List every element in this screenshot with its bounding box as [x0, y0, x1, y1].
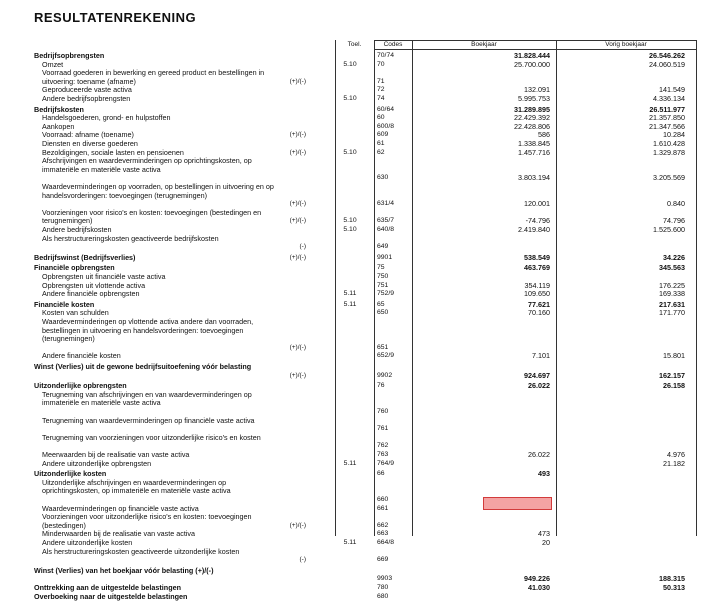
row-sign: (+)/(-): [289, 200, 306, 208]
row-value-boekjaar: 109.650: [524, 289, 550, 299]
row-code: 780: [377, 584, 389, 591]
row-code: 660: [377, 495, 389, 503]
row-sign: (+)/(-): [289, 253, 306, 261]
section-row: [34, 106, 720, 115]
row-label: Terugneming van afschrijvingen en van waardeverminderingen op immateriële en materiële vaste activa: [42, 390, 252, 408]
row-value-vorig-boekjaar: 1.610.428: [653, 139, 685, 148]
row-value-boekjaar: 1.338.845: [518, 139, 550, 148]
row-value-boekjaar: 77.621: [528, 299, 550, 309]
row-code: 650: [377, 309, 389, 317]
row-label: Voorzieningen voor uitzonderlijke risico's en kosten: toevoegingen (bestedingen): [42, 513, 252, 530]
row-value-boekjaar: 132.091: [524, 85, 550, 95]
table-row: [34, 149, 720, 158]
table-row: [34, 352, 720, 361]
row-value-boekjaar: 3.803.194: [518, 173, 550, 183]
row-label: Bedrijfsopbrengsten: [34, 52, 105, 60]
row-code: 664/8: [377, 539, 395, 546]
row-label: Andere uitzonderlijke kosten: [42, 539, 133, 547]
row-label: Financiële kosten: [34, 300, 95, 309]
table-row: [34, 131, 720, 140]
row-sign: (+)/(-): [289, 131, 306, 139]
row-toel: 5.11: [343, 300, 357, 308]
row-label: Opbrengsten uit vlottende activa: [42, 281, 146, 290]
table-row: [34, 86, 720, 95]
row-label: Overboeking naar de uitgestelde belastingen: [34, 592, 188, 601]
row-code: 751: [377, 281, 389, 289]
row-value-vorig-boekjaar: 141.549: [659, 85, 685, 95]
row-label: Financiële opbrengsten: [34, 264, 115, 273]
row-label: Andere financiële kosten: [42, 352, 121, 361]
row-label: Diensten en diverse goederen: [42, 140, 138, 148]
row-value-boekjaar: 25.700.000: [514, 59, 550, 69]
row-value-boekjaar: 1.457.716: [518, 147, 550, 157]
row-label: Uitzonderlijke kosten: [34, 470, 107, 479]
row-toel: 5.11: [343, 290, 357, 298]
row-code: 76: [377, 382, 385, 390]
section-row: [34, 301, 720, 310]
row-value-vorig-boekjaar: 24.060.519: [649, 59, 685, 69]
row-value-vorig-boekjaar: 34.226: [663, 252, 685, 262]
table-row: [34, 290, 720, 299]
row-label: Uitzonderlijke opbrengsten: [34, 382, 127, 391]
row-toel: 5.11: [343, 539, 357, 546]
row-label: Winst (Verlies) van het boekjaar vóór belasting (+)/(-): [34, 566, 214, 575]
table-row: [34, 208, 720, 226]
row-value-vorig-boekjaar: 15.801: [663, 351, 685, 361]
row-value-vorig-boekjaar: 10.284: [663, 130, 685, 140]
row-code: 640/8: [377, 226, 395, 233]
row-value-boekjaar: 473: [538, 529, 550, 539]
table-row: [34, 460, 720, 469]
row-label: Omzet: [42, 60, 64, 69]
row-toel: 5.10: [343, 217, 357, 225]
table-row: [34, 61, 720, 70]
row-label: Waardeverminderingen op financiële vaste activa: [42, 504, 199, 513]
row-value-boekjaar: 949.226: [524, 574, 550, 584]
row-value-vorig-boekjaar: 3.205.569: [653, 173, 685, 183]
row-code: 762: [377, 442, 389, 450]
page-title: RESULTATENREKENING: [34, 10, 197, 25]
row-value-boekjaar: 354.119: [524, 280, 550, 290]
row-toel: 5.10: [343, 148, 357, 156]
row-value-vorig-boekjaar: 188.315: [659, 574, 685, 584]
row-code: 652/9: [377, 352, 395, 360]
row-value-boekjaar: 5.995.753: [518, 94, 550, 103]
row-value-boekjaar: 26.022: [528, 381, 550, 391]
row-code: 75: [377, 264, 385, 272]
row-label: Afschrijvingen en waardeverminderingen op oprichtingskosten, op immateriële en materiële vaste activa: [42, 157, 252, 174]
row-code: 764/9: [377, 459, 395, 467]
row-value-vorig-boekjaar: 162.157: [659, 370, 685, 380]
row-code: 763: [377, 451, 389, 458]
table-row: [34, 234, 720, 251]
row-value-vorig-boekjaar: 21.347.566: [649, 121, 685, 131]
row-sign: (+)/(-): [289, 217, 306, 225]
row-value-boekjaar: 120.001: [524, 199, 550, 209]
row-label: Andere bedrijfsopbrengsten: [42, 95, 131, 103]
table-row: [34, 157, 720, 183]
row-label: Uitzonderlijke afschrijvingen en waardeverminderingen op oprichtingskosten, op immateriële en materiële vaste activa: [42, 478, 231, 496]
table-row: [34, 433, 720, 450]
row-value-vorig-boekjaar: 1.525.600: [653, 225, 685, 234]
row-label: Terugneming van waardeverminderingen op financiële vaste activa: [42, 416, 255, 425]
table-row: [34, 451, 720, 460]
row-value-boekjaar: 70.160: [528, 308, 550, 318]
row-code: 609: [377, 131, 389, 139]
row-value-boekjaar: 41.030: [528, 583, 550, 592]
row-code: 760: [377, 407, 389, 415]
row-code: 60/64: [377, 105, 395, 113]
section-row: [34, 363, 720, 380]
row-sign: (+)/(-): [289, 343, 306, 351]
table-row: [34, 530, 720, 539]
table-row: [34, 390, 720, 415]
row-label: Voorraad: afname (toename): [42, 131, 134, 140]
row-value-vorig-boekjaar: 345.563: [659, 263, 685, 273]
row-label: Winst (Verlies) uit de gewone bedrijfsuitoefening vóór belasting: [34, 363, 252, 371]
row-code: 9902: [377, 371, 393, 379]
row-code: 661: [377, 504, 389, 512]
table-row: [34, 123, 720, 132]
row-label: Waardeverminderingen op vlottende activa andere dan voorraden, bestellingen in uitvoering en handelsvorderingen: toevoegingen (terugnemingen): [42, 318, 254, 344]
row-label: Voorraad goederen in bewerking en gereed product en bestellingen in uitvoering: toename (afname): [42, 69, 265, 86]
row-code: 72: [377, 86, 385, 94]
row-value-vorig-boekjaar: 169.338: [659, 289, 685, 299]
row-value-boekjaar: 924.697: [524, 370, 550, 380]
row-code: 635/7: [377, 217, 395, 225]
row-value-vorig-boekjaar: 26.158: [663, 381, 685, 391]
row-label: Meerwaarden bij de realisatie van vaste activa: [42, 451, 190, 459]
section-row: [34, 584, 720, 593]
row-label: Andere bedrijfskosten: [42, 226, 112, 234]
row-label: Opbrengsten uit financiële vaste activa: [42, 273, 166, 281]
table-row: [34, 282, 720, 291]
table-row: [34, 309, 720, 318]
row-code: 600/8: [377, 122, 395, 130]
row-value-vorig-boekjaar: 0.840: [667, 199, 685, 209]
row-label: Minderwaarden bij de realisatie van vaste activa: [42, 530, 196, 539]
table-row: [34, 226, 720, 235]
row-code: 62: [377, 148, 385, 156]
row-toel: 5.11: [343, 459, 357, 467]
row-code: 66: [377, 470, 385, 478]
row-value-boekjaar: -74.796: [525, 216, 550, 226]
row-value-vorig-boekjaar: 21.182: [663, 458, 685, 468]
row-value-vorig-boekjaar: 171.770: [659, 308, 685, 318]
table-row: [34, 539, 720, 548]
table-row: [34, 478, 720, 503]
row-label: Geproduceerde vaste activa: [42, 86, 132, 95]
row-code: 74: [377, 95, 385, 102]
row-value-vorig-boekjaar: 4.976: [667, 450, 685, 459]
table-row: [34, 318, 720, 351]
table-row: [34, 547, 720, 564]
section-row: [34, 254, 720, 263]
row-code: 9903: [377, 575, 393, 583]
row-code: 680: [377, 592, 389, 600]
row-label: Andere uitzonderlijke opbrengsten: [42, 459, 152, 468]
row-value-boekjaar: 586: [538, 130, 550, 140]
table-row: [34, 416, 720, 433]
row-code: 60: [377, 114, 385, 122]
table-row: [34, 140, 720, 149]
header-vorig-boekjaar: Vorig boekjaar: [605, 41, 647, 48]
row-code: 9901: [377, 253, 393, 261]
header-boekjaar: Boekjaar: [471, 41, 497, 48]
row-code: 630: [377, 174, 389, 182]
section-row: [34, 264, 720, 273]
section-row: [34, 566, 720, 584]
row-value-vorig-boekjaar: 74.796: [663, 216, 685, 226]
row-code: 61: [377, 140, 385, 147]
row-value-boekjaar: 538.549: [524, 252, 550, 262]
row-label: Kosten van schulden: [42, 309, 109, 318]
row-value-vorig-boekjaar: 26.546.262: [649, 51, 685, 60]
row-value-boekjaar: 22.428.806: [514, 121, 550, 131]
row-value-vorig-boekjaar: 50.313: [663, 583, 685, 592]
row-label: Handelsgoederen, grond- en hulpstoffen: [42, 114, 171, 123]
table-row: [34, 505, 720, 514]
row-code: 71: [377, 77, 385, 85]
row-sign: (-): [299, 243, 306, 251]
row-code: 631/4: [377, 200, 395, 208]
table-row: [34, 273, 720, 282]
row-code: 65: [377, 300, 385, 308]
table-row: [34, 183, 720, 209]
row-label: Voorzieningen voor risico's en kosten: toevoegingen (bestedingen en terugnemingen): [42, 208, 262, 226]
row-value-vorig-boekjaar: 4.336.134: [653, 94, 685, 103]
row-code: 750: [377, 273, 389, 280]
row-code: 752/9: [377, 290, 395, 298]
row-value-vorig-boekjaar: 176.225: [659, 280, 685, 290]
table-row: [34, 513, 720, 530]
row-code: 649: [377, 243, 389, 251]
row-value-boekjaar: 22.429.392: [514, 113, 550, 123]
row-label: Onttrekking aan de uitgestelde belastingen: [34, 584, 181, 592]
row-value-vorig-boekjaar: 26.511.977: [649, 104, 685, 114]
row-value-vorig-boekjaar: 1.329.878: [653, 147, 685, 157]
row-value-boekjaar: 7.101: [532, 351, 550, 361]
row-value-boekjaar: 20: [542, 538, 550, 547]
row-toel: 5.10: [343, 95, 357, 102]
row-value-vorig-boekjaar: 21.357.850: [649, 113, 685, 123]
row-toel: 5.10: [343, 226, 357, 233]
row-label: Aankopen: [42, 122, 75, 131]
row-code: 70/74: [377, 52, 395, 59]
row-label: Andere financiële opbrengsten: [42, 290, 140, 299]
row-label: Bedrijfswinst (Bedrijfsverlies): [34, 253, 136, 262]
row-code: 663: [377, 530, 389, 538]
header-toel: Toel.: [347, 41, 362, 48]
row-code: 669: [377, 556, 389, 564]
row-label: Als herstructureringskosten geactiveerde bedrijfskosten: [42, 234, 219, 243]
row-value-boekjaar: 31.289.895: [514, 104, 550, 114]
row-sign: (+)/(-): [289, 371, 306, 379]
row-sign: (+)/(-): [289, 521, 306, 529]
row-value-boekjaar: 2.419.840: [518, 225, 550, 234]
row-label: Waardeverminderingen op voorraden, op bestellingen in uitvoering en op handelsvorderingen: toevoegingen (terugnemingen): [42, 183, 274, 200]
header-codes: Codes: [383, 41, 403, 48]
row-value-boekjaar: 26.022: [528, 450, 550, 459]
row-code: 662: [377, 521, 389, 529]
section-row: [34, 52, 720, 61]
row-sign: (+)/(-): [289, 148, 306, 156]
row-label: Als herstructureringskosten geactiveerde uitzonderlijke kosten: [42, 547, 240, 556]
row-sign: (-): [299, 556, 306, 564]
row-code: 651: [377, 343, 389, 351]
table-row: [34, 114, 720, 123]
table-row: [34, 95, 720, 104]
row-code: 70: [377, 60, 385, 68]
table-row: [34, 69, 720, 86]
row-label: Bezoldigingen, sociale lasten en pensioenen: [42, 148, 184, 157]
row-toel: 5.10: [343, 60, 357, 68]
row-value-boekjaar: 31.828.444: [514, 51, 550, 60]
row-code: 761: [377, 425, 389, 433]
row-label: Bedrijfskosten: [34, 105, 84, 114]
section-row: [34, 593, 720, 601]
row-value-boekjaar: 493: [538, 469, 550, 479]
row-sign: (+)/(-): [289, 77, 306, 85]
section-row: [34, 382, 720, 391]
row-value-vorig-boekjaar: 217.631: [659, 299, 685, 309]
row-value-boekjaar: 463.769: [524, 263, 550, 273]
row-label: Terugneming van voorzieningen voor uitzonderlijke risico's en kosten: [42, 433, 261, 442]
section-row: [34, 470, 720, 479]
